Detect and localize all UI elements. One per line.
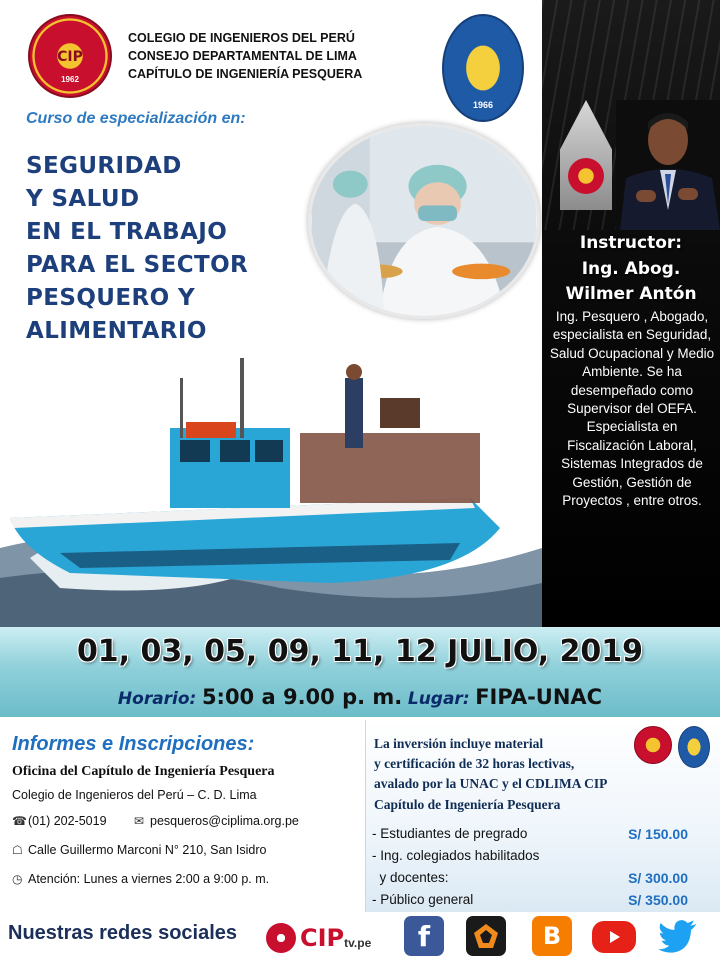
instructor-degree: Ing. Abog. (581, 259, 681, 279)
network-icon[interactable] (466, 916, 506, 956)
fishing-boat-image (0, 348, 542, 628)
mail-icon: ✉ (134, 814, 145, 828)
email-address[interactable]: pesqueros@ciplima.org.pe (150, 814, 299, 828)
phone-icon: ☎ (12, 814, 27, 828)
blogger-icon[interactable]: B (532, 916, 572, 956)
info-title: Informes e Inscripciones: (12, 733, 255, 755)
cip-logo-small (634, 726, 672, 764)
unac-logo-year: 1966 (472, 100, 494, 110)
course-title-line: PARA EL SECTOR (26, 252, 249, 278)
instructor-name: Wilmer Antón (565, 284, 697, 304)
ciptv-main: CIP (300, 924, 345, 952)
email-row (134, 814, 299, 828)
social-title: Nuestras redes sociales (8, 922, 238, 944)
unac-logo (442, 14, 524, 122)
price-row (372, 870, 688, 886)
course-title-line: EN EL TRABAJO (26, 219, 228, 245)
gear-icon (266, 923, 296, 953)
course-title-line: SEGURIDAD (26, 153, 182, 179)
instructor-photo (616, 100, 720, 230)
price-value: S/ 350.00 (628, 892, 688, 908)
cip-logo-year: 1962 (61, 75, 79, 84)
youtube-icon[interactable] (592, 921, 636, 953)
phone-number: (01) 202-5019 (28, 814, 107, 828)
price-label: - Público general (372, 892, 474, 907)
course-title-line: Y SALUD (26, 186, 140, 212)
price-row (372, 892, 688, 908)
header-line-3: CAPÍTULO DE INGENIERÍA PESQUERA (128, 67, 363, 81)
price-label: - Estudiantes de pregrado (372, 826, 528, 841)
course-title-line: PESQUERO Y (26, 285, 195, 311)
price-value: S/ 300.00 (628, 870, 688, 886)
hours-text: Atención: Lunes a viernes 2:00 a 9:00 p. m. (28, 872, 270, 886)
course-title-line: ALIMENTARIO (26, 318, 207, 344)
unac-logo-small (678, 726, 710, 768)
investment-line: La inversión incluye material (374, 736, 544, 751)
ciptv-logo[interactable] (266, 923, 371, 953)
price-label: - Ing. colegiados habilitados (372, 848, 540, 863)
phone-row (12, 814, 107, 828)
hours-row (12, 872, 269, 886)
course-intro: Curso de especialización en: (26, 110, 246, 127)
instructor-bio: Ing. Pesquero , Abogado, especialista en Seguridad, Salud Ocupacional y Medio Ambiente. Se ha desempeñado como Supervisor del OEFA. Especialista en Fiscalización Laboral, Sistemas Integrados de Gestión, Gestión de Proyectos , entre otros. (549, 309, 715, 509)
price-row (372, 848, 688, 863)
cip-logo (28, 14, 112, 98)
address-text: Calle Guillermo Marconi N° 210, San Isidro (28, 843, 267, 857)
investment-line: y certificación de 32 horas lectivas, (374, 756, 575, 771)
food-worker-photo (308, 123, 540, 319)
address-row (12, 843, 266, 857)
price-value: S/ 150.00 (628, 826, 688, 842)
cip-logo-text: CIP (57, 49, 83, 65)
course-dates: 01, 03, 05, 09, 11, 12 JULIO, 2019 (76, 634, 644, 669)
location-icon: ☖ (12, 843, 23, 857)
office-name: Oficina del Capítulo de Ingeniería Pesquera (12, 764, 275, 779)
price-row (372, 826, 688, 842)
twitter-icon[interactable] (658, 916, 698, 956)
price-label: y docentes: (372, 870, 449, 885)
schedule-row (0, 685, 720, 709)
horario-label: Horario: (117, 689, 197, 709)
horario-value: 5:00 a 9.00 p. m. (201, 685, 403, 709)
header-line-2: CONSEJO DEPARTAMENTAL DE LIMA (128, 49, 357, 63)
instructor-label: Instructor: (579, 233, 683, 253)
lugar-value: FIPA-UNAC (475, 685, 603, 709)
investment-line: Capítulo de Ingeniería Pesquera (374, 797, 561, 812)
clock-icon: ◷ (12, 872, 23, 886)
colegio-name: Colegio de Ingenieros del Perú – C. D. Lima (12, 788, 257, 802)
header-line-1: COLEGIO DE INGENIEROS DEL PERÚ (128, 31, 355, 45)
facebook-icon[interactable]: f (404, 916, 444, 956)
ciptv-suffix: tv.pe (344, 936, 372, 950)
investment-line: avalado por la UNAC y el CDLIMA CIP (374, 776, 608, 791)
lugar-label: Lugar: (407, 689, 470, 709)
